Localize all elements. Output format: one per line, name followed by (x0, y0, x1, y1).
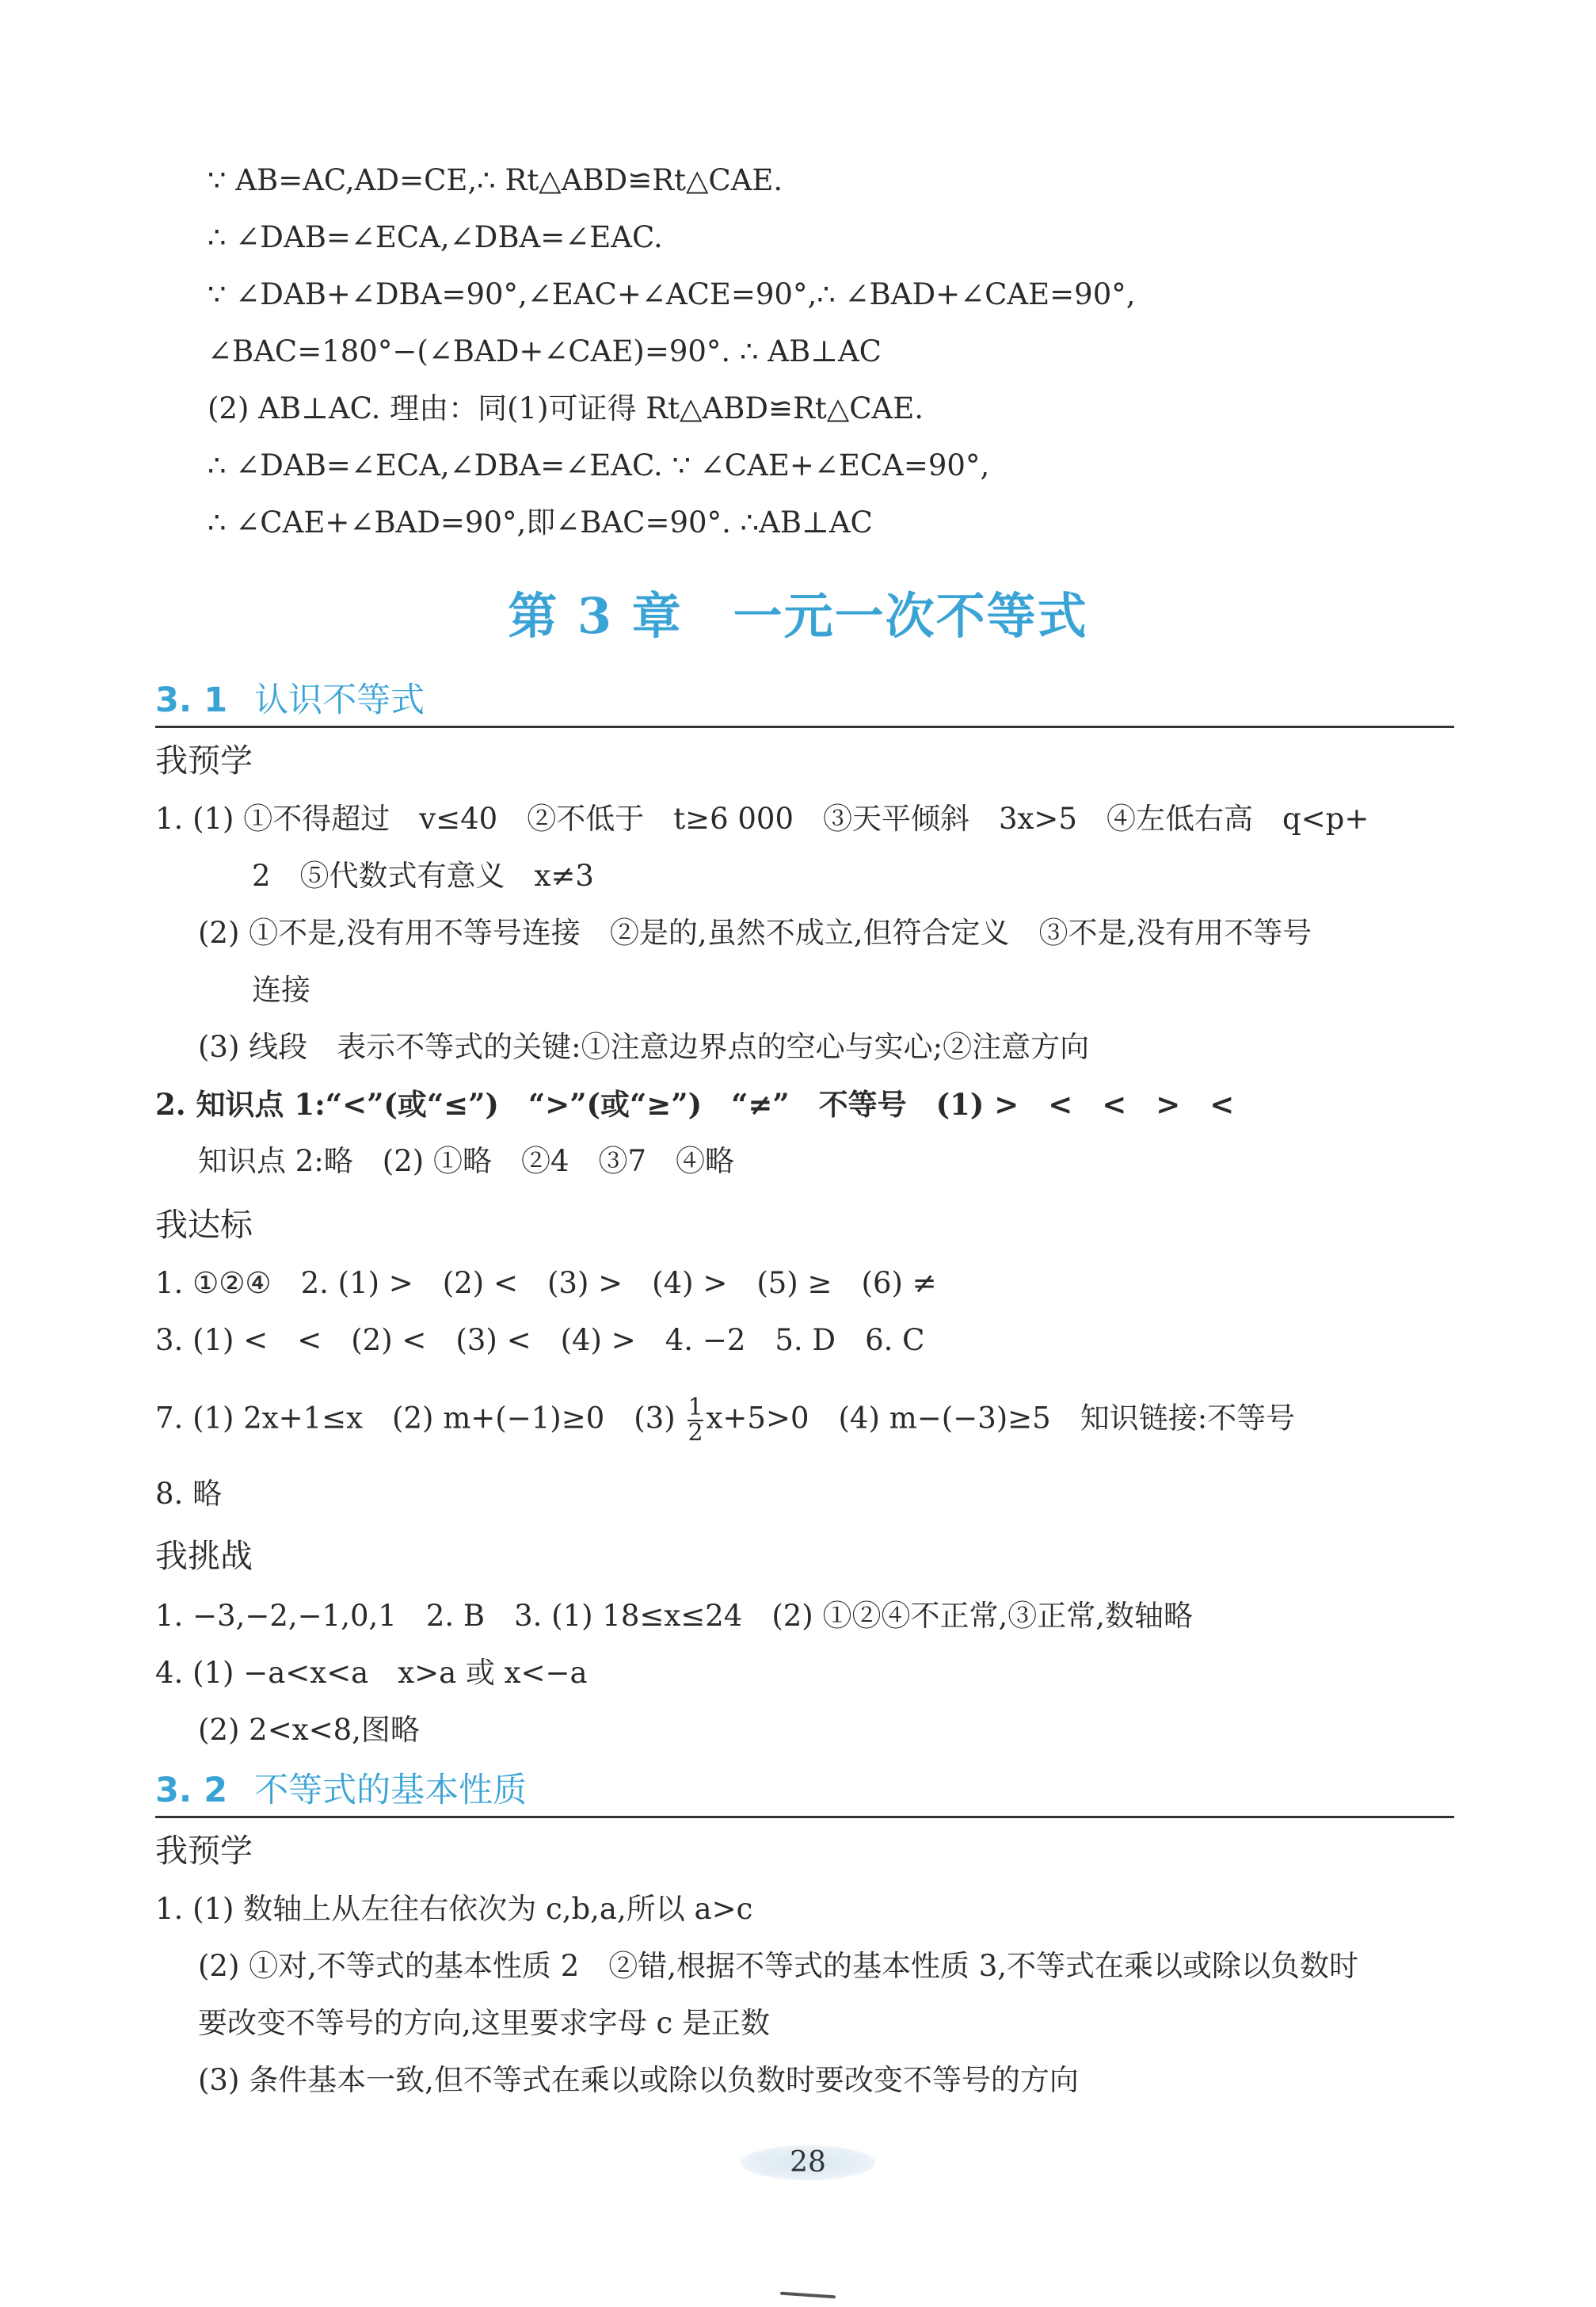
proof-line-5: (2) AB⊥AC. 理由：同(1)可证得 Rt△ABD≌Rt△CAE. (208, 391, 924, 425)
s2-pre-line-1: 1. (1) 数轴上从左往右依次为 c,b,a,所以 a>c (155, 1892, 753, 1926)
pre-line-7: 知识点 2:略 (2) ①略 ②4 ③7 ④略 (198, 1144, 735, 1178)
s2-pre-line-3: 要改变不等号的方向,这里要求字母 c 是正数 (198, 2006, 771, 2040)
section-number: 3. 1 (155, 681, 228, 720)
std-line-3-part-a: 7. (1) 2x+1≤x (2) m+(−1)≥0 (3) (155, 1401, 676, 1436)
std-line-3 (155, 1396, 1295, 1445)
proof-line-4: ∠BAC=180°−(∠BAD+∠CAE)=90°. ∴ AB⊥AC (208, 334, 882, 368)
page-number: 28 (741, 2145, 875, 2180)
section-number-2: 3. 2 (155, 1771, 228, 1810)
chal-line-2: 4. (1) −a<x<a x>a 或 x<−a (155, 1656, 588, 1690)
std-line-2: 3. (1) < < (2) < (3) < (4) > 4. −2 5. D 6. C (155, 1323, 925, 1357)
std-line-3-part-b: x+5>0 (4) m−(−3)≥5 知识链接:不等号 (706, 1401, 1296, 1436)
section-title: 认识不等式 (254, 681, 425, 720)
proof-line-6: ∴ ∠DAB=∠ECA,∠DBA=∠EAC. ∵ ∠CAE+∠ECA=90°, (208, 448, 990, 482)
pre-line-5: (3) 线段 表示不等式的关键:①注意边界点的空心与实心;②注意方向 (198, 1030, 1090, 1064)
pre-line-2: 2 ⑤代数式有意义 x≠3 (252, 859, 594, 893)
proof-line-2: ∴ ∠DAB=∠ECA,∠DBA=∠EAC. (208, 220, 663, 254)
pre-line-1: 1. (1) ①不得超过 v≤40 ②不低于 t≥6 000 ③天平倾斜 3x>5 ④左低右高 q<p+ (155, 802, 1369, 836)
section-divider (155, 726, 1454, 728)
subheading-standard: 我达标 (155, 1206, 253, 1244)
section-divider-2 (155, 1816, 1454, 1818)
s2-pre-line-2: (2) ①对,不等式的基本性质 2 ②错,根据不等式的基本性质 3,不等式在乘以或除以负数时 (198, 1949, 1359, 1983)
subheading-preview: 我预学 (155, 742, 253, 780)
section-heading-3-2 (155, 1768, 527, 1813)
proof-line-1: ∵ AB=AC,AD=CE,∴ Rt△ABD≌Rt△CAE. (208, 163, 783, 197)
pre-line-6: 2. 知识点 1:“<”(或“≤”) “>”(或“≥”) “≠” 不等号 (1) > < < > < (155, 1087, 1235, 1122)
chal-line-1: 1. −3,−2,−1,0,1 2. B 3. (1) 18≤x≤24 (2) ①②④不正常,③正常,数轴略 (155, 1599, 1194, 1633)
proof-line-3: ∵ ∠DAB+∠DBA=90°,∠EAC+∠ACE=90°,∴ ∠BAD+∠CAE=90°, (208, 277, 1136, 311)
fraction-one-half (688, 1396, 703, 1445)
std-line-1: 1. ①②④ 2. (1) > (2) < (3) > (4) > (5) ≥ (6) ≠ (155, 1266, 937, 1300)
fraction-denominator: 2 (688, 1419, 703, 1447)
subheading-challenge: 我挑战 (155, 1537, 253, 1575)
chapter-title: 第 3 章 一元一次不等式 (508, 587, 1088, 645)
pre-line-3: (2) ①不是,没有用不等号连接 ②是的,虽然不成立,但符合定义 ③不是,没有用不等号 (198, 916, 1312, 950)
proof-line-7: ∴ ∠CAE+∠BAD=90°,即∠BAC=90°. ∴AB⊥AC (208, 505, 873, 540)
scan-mark (780, 2292, 836, 2299)
section-title-2: 不等式的基本性质 (254, 1771, 528, 1810)
std-line-4: 8. 略 (155, 1477, 223, 1511)
section-heading-3-1 (155, 678, 425, 723)
subheading-preview-2: 我预学 (155, 1832, 253, 1870)
s2-pre-line-4: (3) 条件基本一致,但不等式在乘以或除以负数时要改变不等号的方向 (198, 2063, 1079, 2097)
pre-line-4: 连接 (252, 973, 310, 1007)
fraction-numerator: 1 (688, 1394, 703, 1421)
chal-line-3: (2) 2<x<8,图略 (198, 1713, 420, 1747)
